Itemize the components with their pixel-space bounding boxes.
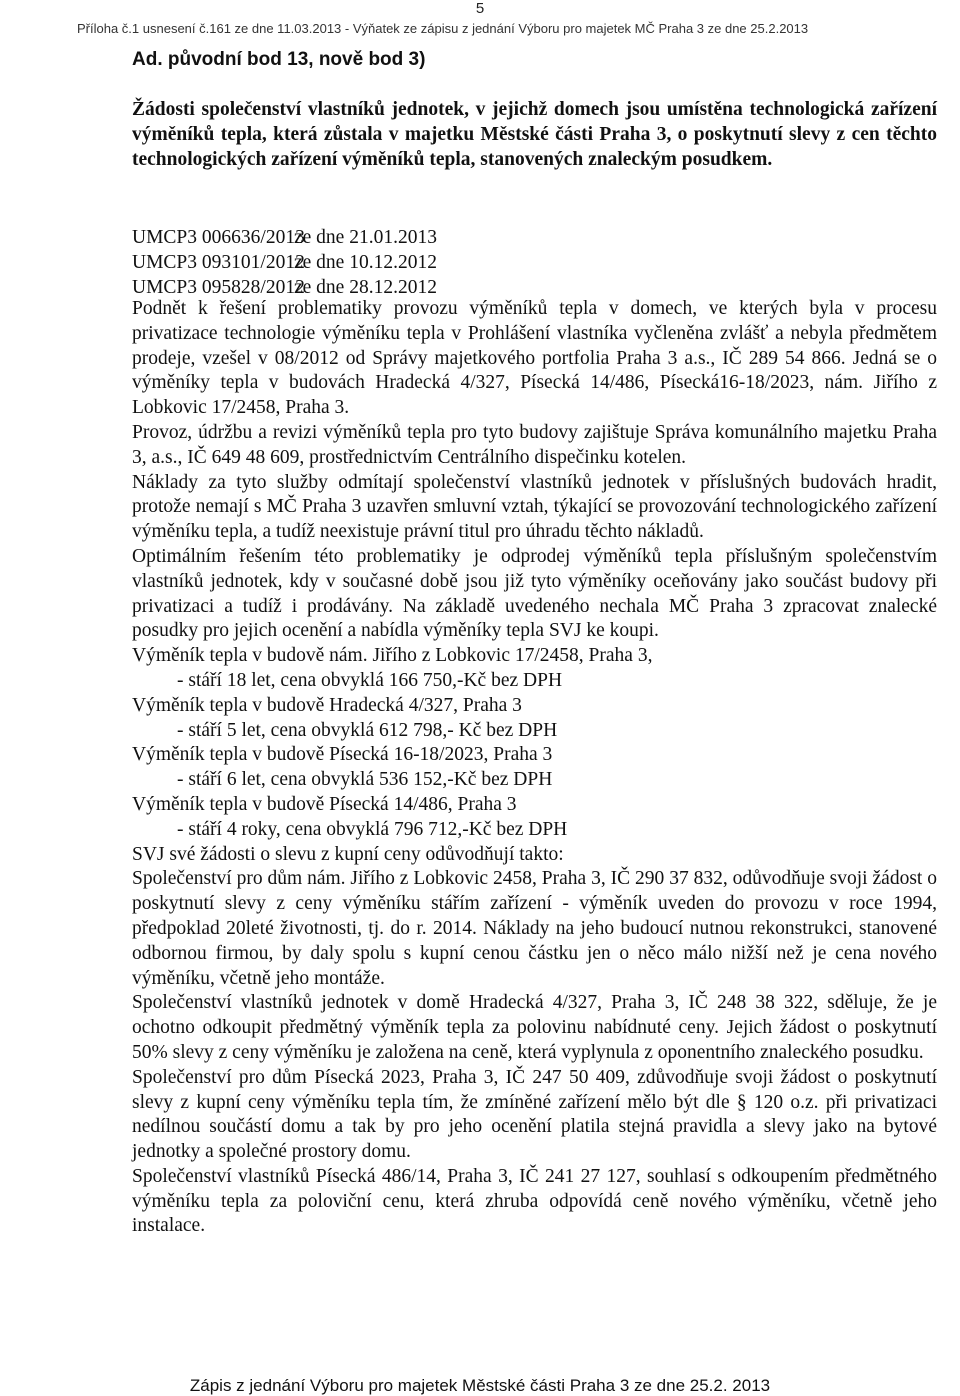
- paragraph: SVJ své žádosti o slevu z kupní ceny odůvodňují takto:: [132, 843, 564, 865]
- paragraph: Podnět k řešení problematiky provozu výměníků tepla v domech, ve kterých byla v procesu privatizace technologie výměníku tepla v Prohlášení vlastníka vyčleněna zvlášť a nebyla předmětem prodeje, vzešel v 08/2012 od Správy majetkového portfolia Praha 3 a.s., IČ 289 54 866. Jedná se o výměníky tepla v budovách Hradecká 4/327, Písecká 14/486, Písecká16-18/2023, nám. Jiřího z Lobkovic 17/2458, Praha 3.: [132, 298, 937, 419]
- exchanger-building: Výměník tepla v budově nám. Jiřího z Lobkovic 17/2458, Praha 3,: [132, 645, 653, 667]
- reference-list: [132, 225, 437, 300]
- reference-number: UMCP3 093101/2012: [132, 252, 305, 273]
- paragraph: Provoz, údržbu a revizi výměníků tepla pro tyto budovy zajištuje Správa komunálního majetku Praha 3, a.s., IČ 649 48 609, prostřednictvím Centrálního dispečinku kotelen.: [132, 421, 937, 468]
- document-header: Příloha č.1 usnesení č.161 ze dne 11.03.2013 - Výňatek ze zápisu z jednání Výboru pro majetek MČ Praha 3 ze dne 25.2.2013: [77, 21, 809, 36]
- page-footer: Zápis z jednání Výboru pro majetek Městské části Praha 3 ze dne 25.2. 2013: [189, 1376, 771, 1395]
- exchanger-building: Výměník tepla v budově Písecká 16-18/2023, Praha 3: [132, 744, 553, 766]
- paragraph: Společenství vlastníků jednotek v domě Hradecká 4/327, Praha 3, IČ 248 38 322, sděluje, že je ochotno odkoupit předmětný výměník tepla za polovinu nabídnuté ceny. Jejich žádost o poskytnutí 50% slevy z ceny výměníku je založena na ceně, která vyplynula z oponentního znaleckého posudku.: [132, 992, 937, 1063]
- page-number: 5: [475, 0, 485, 17]
- paragraph: Společenství pro dům nám. Jiřího z Lobkovic 2458, Praha 3, IČ 290 37 832, odůvodňuje svoji žádost o poskytnutí slevy z ceny výměníku stářím zařízení - výměník uveden do provozu v roce 1994, předpoklad 20leté životnosti, tj. do r. 2014. Náklady na jeho budoucí nutnou rekonstrukci, stanovené odbornou firmou, by daly spolu s kupní cenou částku jen o něco málo nižší než je cena nového výměníku, včetně jeho montáže.: [132, 868, 937, 989]
- reference-line: [132, 225, 437, 250]
- section-title: Ad. původní bod 13, nově bod 3): [132, 49, 426, 70]
- request-title: Žádosti společenství vlastníků jednotek, v jejichž domech jsou umístěna technologická zařízení výměníků tepla, která zůstala v majetku Městské části Praha 3, o poskytnutí slevy z cen těchto technologických zařízení výměníků tepla, stanovených znaleckým posudkem.: [132, 99, 937, 170]
- reference-date: ze dne 10.12.2012: [294, 252, 437, 273]
- paragraph: Optimálním řešením této problematiky je odprodej výměníků tepla příslušným společenstvím vlastníků jednotek, kdy v současné době jsou již tyto výměníky oceňovány jako součást budovy při privatizaci a tudíž i prodávány. Na základě uvedeného nechala MČ Praha 3 zpracovat znalecké posudky pro jejich ocenění a nabídla výměníky tepla SVJ ke koupi.: [132, 545, 937, 642]
- reference-number: UMCP3 095828/2012: [132, 277, 305, 298]
- paragraph: Náklady za tyto služby odmítají společenství vlastníků jednotek v příslušných budovách hradit, protože nemají s MČ Praha 3 uzavřen smluvní vztah, týkající se provozování technologického zařízení výměníku tepla, a tudíž neexistuje právní titul pro úhradu těchto nákladů.: [132, 471, 937, 543]
- exchanger-building: Výměník tepla v budově Písecká 14/486, Praha 3: [132, 793, 517, 815]
- body-text: [132, 297, 937, 1239]
- exchanger-detail: - stáří 4 roky, cena obvyklá 796 712,-Kč bez DPH: [177, 818, 568, 840]
- exchanger-building: Výměník tepla v budově Hradecká 4/327, Praha 3: [132, 694, 522, 716]
- exchanger-detail: - stáří 18 let, cena obvyklá 166 750,-Kč bez DPH: [177, 669, 563, 691]
- paragraph: Společenství vlastníků Písecká 486/14, Praha 3, IČ 241 27 127, souhlasí s odkoupením předmětného výměníku tepla za poloviční cenu, která zhruba odpovídá ceně nového výměníku, včetně jeho instalace.: [132, 1165, 937, 1237]
- exchanger-detail: - stáří 5 let, cena obvyklá 612 798,- Kč bez DPH: [177, 719, 558, 741]
- reference-date: ze dne 21.01.2013: [294, 227, 437, 248]
- reference-number: UMCP3 006636/2013: [132, 227, 305, 248]
- exchanger-detail: - stáří 6 let, cena obvyklá 536 152,-Kč bez DPH: [177, 769, 553, 791]
- paragraph: Společenství pro dům Písecká 2023, Praha 3, IČ 247 50 409, zdůvodňuje svoji žádost o poskytnutí slevy z kupní ceny výměníku tepla tím, že zmíněné zařízení mělo být dle § 120 o.z. při privatizaci nedílnou součástí domu a tak by pro jeho ocenění platila stejná pravidla a slevy jako na bytové jednotky a společné prostory domu.: [132, 1066, 937, 1163]
- reference-line: [132, 250, 437, 275]
- reference-date: ze dne 28.12.2012: [294, 277, 437, 298]
